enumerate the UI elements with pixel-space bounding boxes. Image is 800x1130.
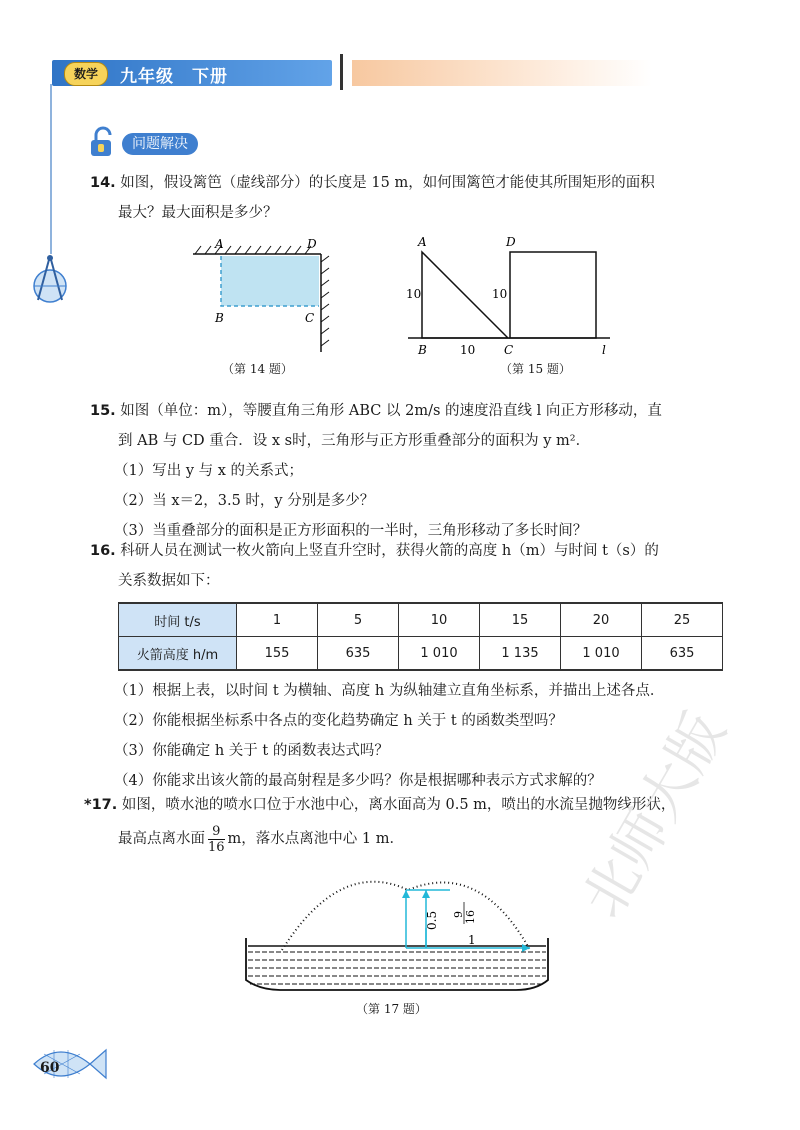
figure-15: [400, 232, 620, 362]
figure-17-caption: （第 17 题）: [356, 1002, 427, 1016]
label-c: C: [504, 343, 514, 357]
sub-question: （2）当 x＝2，3.5 时，y 分别是多少？: [114, 493, 375, 509]
label-10-bottom: 10: [460, 343, 476, 357]
sub-question: （4）你能求出该火箭的最高射程是多少吗？你是根据哪种表示方式求解的？: [114, 773, 602, 789]
problem-15: [90, 396, 662, 546]
table-cell: 10: [399, 603, 480, 637]
label-d: D: [307, 237, 317, 251]
label-a: A: [418, 235, 427, 249]
problem-14: [90, 168, 655, 228]
figure-14-caption: （第 14 题）: [222, 362, 293, 376]
sub-question: （3）当重叠部分的面积是正方形面积的一半时，三角形移动了多长时间？: [114, 523, 588, 539]
row-header-height: 火箭高度 h/m: [119, 637, 237, 671]
figure-14: [185, 232, 345, 362]
header-decoration: [352, 60, 652, 86]
label-a: A: [215, 237, 224, 251]
sub-question: （1）根据上表，以时间 t 为横轴、高度 h 为纵轴建立直角坐标系，并描出上述各点．: [114, 683, 665, 699]
label-9: 9: [452, 911, 465, 918]
watermark: 北师大版: [570, 702, 739, 929]
problem-text: 科研人员在测试一枚火箭向上竖直升空时，获得火箭的高度 h（m）与时间 t（s）的: [120, 543, 659, 559]
table-cell: 635: [318, 637, 399, 671]
compass-icon: [26, 252, 74, 304]
problem-text: 如图（单位：m），等腰直角三角形 ABC 以 2m/s 的速度沿直线 l 向正方形移动，直: [120, 403, 662, 419]
problem-16: [90, 536, 659, 596]
sub-question: （3）你能确定 h 关于 t 的函数表达式吗？: [114, 743, 389, 759]
problem-text: 最高点离水面: [118, 831, 205, 847]
unlock-icon: [86, 126, 120, 160]
data-table: [118, 602, 723, 671]
table-cell: 1 010: [399, 637, 480, 671]
grade-title: 九年级 下册: [120, 67, 228, 87]
problem-text: m，落水点离池中心 1 m．: [227, 831, 404, 847]
label-c: C: [305, 311, 315, 325]
label-10-right: 10: [492, 287, 508, 301]
table-cell: 5: [318, 603, 399, 637]
problem-text: 如图，喷水池的喷水口位于水池中心，离水面高为 0.5 m，喷出的水流呈抛物线形状，: [121, 797, 676, 813]
table-cell: 15: [480, 603, 561, 637]
subject-badge: 数学: [64, 62, 108, 86]
label-16: 16: [464, 910, 477, 924]
fraction-numerator: 9: [212, 823, 221, 839]
label-b: B: [418, 343, 427, 357]
page-number: 60: [40, 1060, 60, 1076]
figure-15-caption: （第 15 题）: [500, 362, 571, 376]
label-l: l: [602, 343, 606, 357]
problem-number: 14.: [90, 175, 116, 191]
table-cell: 155: [237, 637, 318, 671]
margin-line: [50, 84, 52, 254]
sub-question: （1）写出 y 与 x 的关系式；: [114, 463, 304, 479]
label-1: 1: [468, 933, 476, 947]
table-cell: 1 010: [561, 637, 642, 671]
label-d: D: [506, 235, 516, 249]
problem-text: 最大？最大面积是多少？: [118, 205, 278, 221]
problem-number: 16.: [90, 543, 116, 559]
problem-number: *17.: [84, 797, 118, 813]
header-separator: [340, 54, 343, 90]
section-title: 问题解决: [122, 133, 198, 155]
problem-text: 关系数据如下：: [118, 573, 220, 589]
problem-text: 如图，假设篱笆（虚线部分）的长度是 15 m，如何围篱笆才能使其所围矩形的面积: [120, 175, 655, 191]
label-10-left: 10: [406, 287, 422, 301]
problem-text: 到 AB 与 CD 重合．设 x s时，三角形与正方形重叠部分的面积为 y m²．: [118, 433, 591, 449]
label-b: B: [215, 311, 224, 325]
row-header-time: 时间 t/s: [119, 603, 237, 637]
table-cell: 25: [642, 603, 723, 637]
table-cell: 1 135: [480, 637, 561, 671]
figure-17: [240, 872, 560, 998]
fraction-denominator: 16: [208, 839, 225, 855]
problem-16-subs: [114, 676, 664, 796]
problem-number: 15.: [90, 403, 116, 419]
label-0-5: 0.5: [425, 910, 439, 930]
fraction: [208, 824, 225, 855]
sub-question: （2）你能根据坐标系中各点的变化趋势确定 h 关于 t 的函数类型吗？: [114, 713, 563, 729]
table-row: [119, 603, 723, 637]
table-cell: 20: [561, 603, 642, 637]
table-cell: 1: [237, 603, 318, 637]
table-row: [119, 637, 723, 671]
table-cell: 635: [642, 637, 723, 671]
